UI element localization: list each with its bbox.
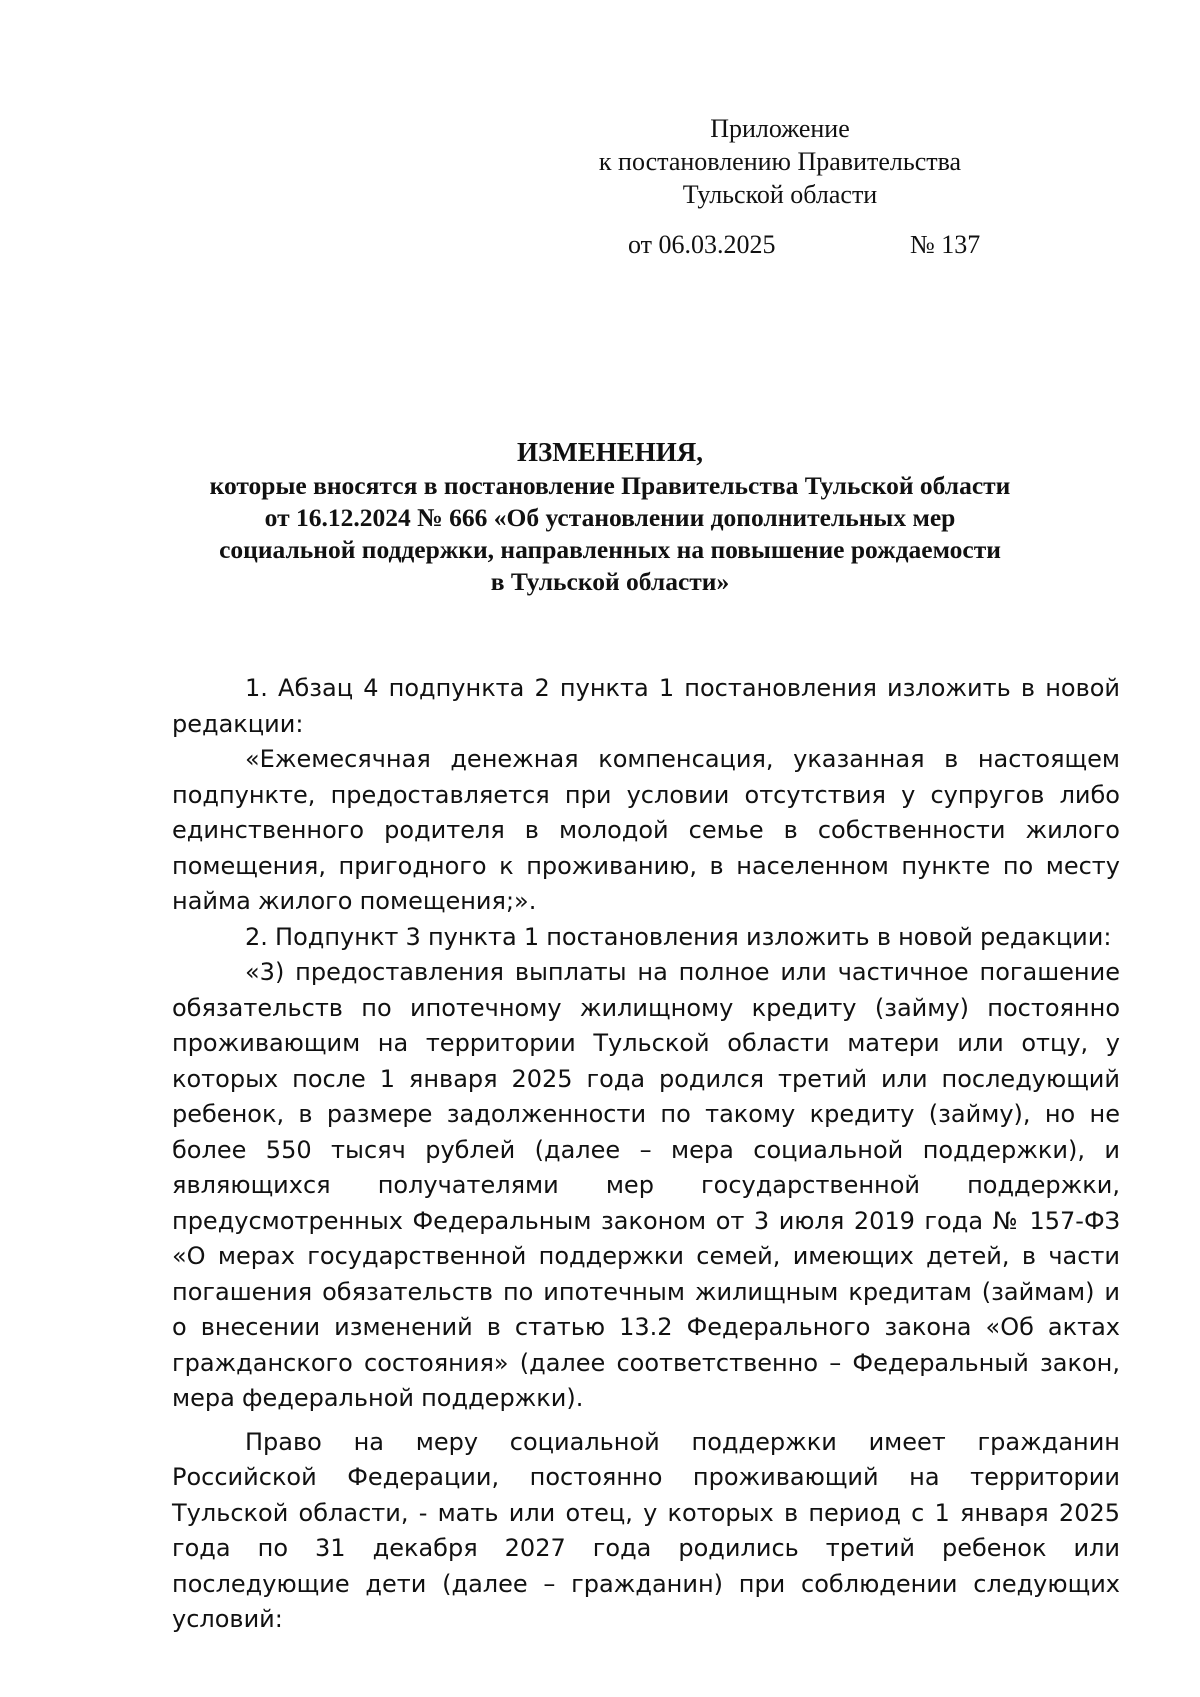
- heading-title: ИЗМЕНЕНИЯ,: [516, 437, 703, 467]
- paragraph-3: 2. Подпункт 3 пункта 1 постановления изложить в новой редакции:: [245, 922, 1112, 951]
- appendix-block: [580, 112, 980, 211]
- decree-number: № 137: [910, 230, 981, 259]
- heading-line-2: от 16.12.2024 № 666 «Об установлении дополнительных мер: [264, 503, 956, 532]
- appendix-line-1: Приложение: [710, 114, 850, 143]
- paragraph-1: 1. Абзац 4 подпункта 2 пункта 1 постановления изложить в новой редакции:: [172, 674, 1120, 738]
- appendix-line-2: к постановлению Правительства: [598, 147, 962, 176]
- paragraph-5: Право на меру социальной поддержки имеет гражданин Российской Федерации, постоянно проживающий на территории Тульской области, - мать или отец, у которых в период с 1 января 2025 года по 31 декабря 2027 года родились третий ребенок или последующие дети (далее – гражданин) при соблюдении следующих условий:: [172, 1427, 1120, 1633]
- appendix-line-3: Тульской области: [682, 180, 878, 209]
- decree-date: от 06.03.2025: [628, 230, 776, 259]
- paragraph-2: «Ежемесячная денежная компенсация, указанная в настоящем подпункте, предоставляется при условии отсутствия у супругов либо единственного родителя в молодой семье в собственности жилого помещения, пригодного к проживанию, в населенном пункте по месту найма жилого помещения;».: [172, 745, 1120, 915]
- heading-line-4: в Тульской области»: [490, 567, 730, 596]
- heading-line-3: социальной поддержки, направленных на повышение рождаемости: [219, 535, 1001, 564]
- document-heading: [170, 436, 1050, 598]
- paragraph-4: «3) предоставления выплаты на полное или частичное погашение обязательств по ипотечному жилищному кредиту (займу) постоянно проживающим на территории Тульской области матери или отцу, у которых после 1 января 2025 года родился третий или последующий ребенок, в размере задолженности по такому кредиту (займу), но не более 550 тысяч рублей (далее – мера социальной поддержки), и являющихся получателями мер государственной поддержки, предусмотренных Федеральным законом от 3 июля 2019 года № 157-ФЗ «О мерах государственной поддержки семей, имеющих детей, в части погашения обязательств по ипотечным жилищным кредитам (займам) и о внесении изменений в статью 13.2 Федерального закона «Об актах гражданского состояния» (далее соответственно – Федеральный закон, мера федеральной поддержки).: [172, 958, 1120, 1412]
- document-body: [172, 671, 1120, 1638]
- heading-line-1: которые вносятся в постановление Правительства Тульской области: [209, 471, 1011, 500]
